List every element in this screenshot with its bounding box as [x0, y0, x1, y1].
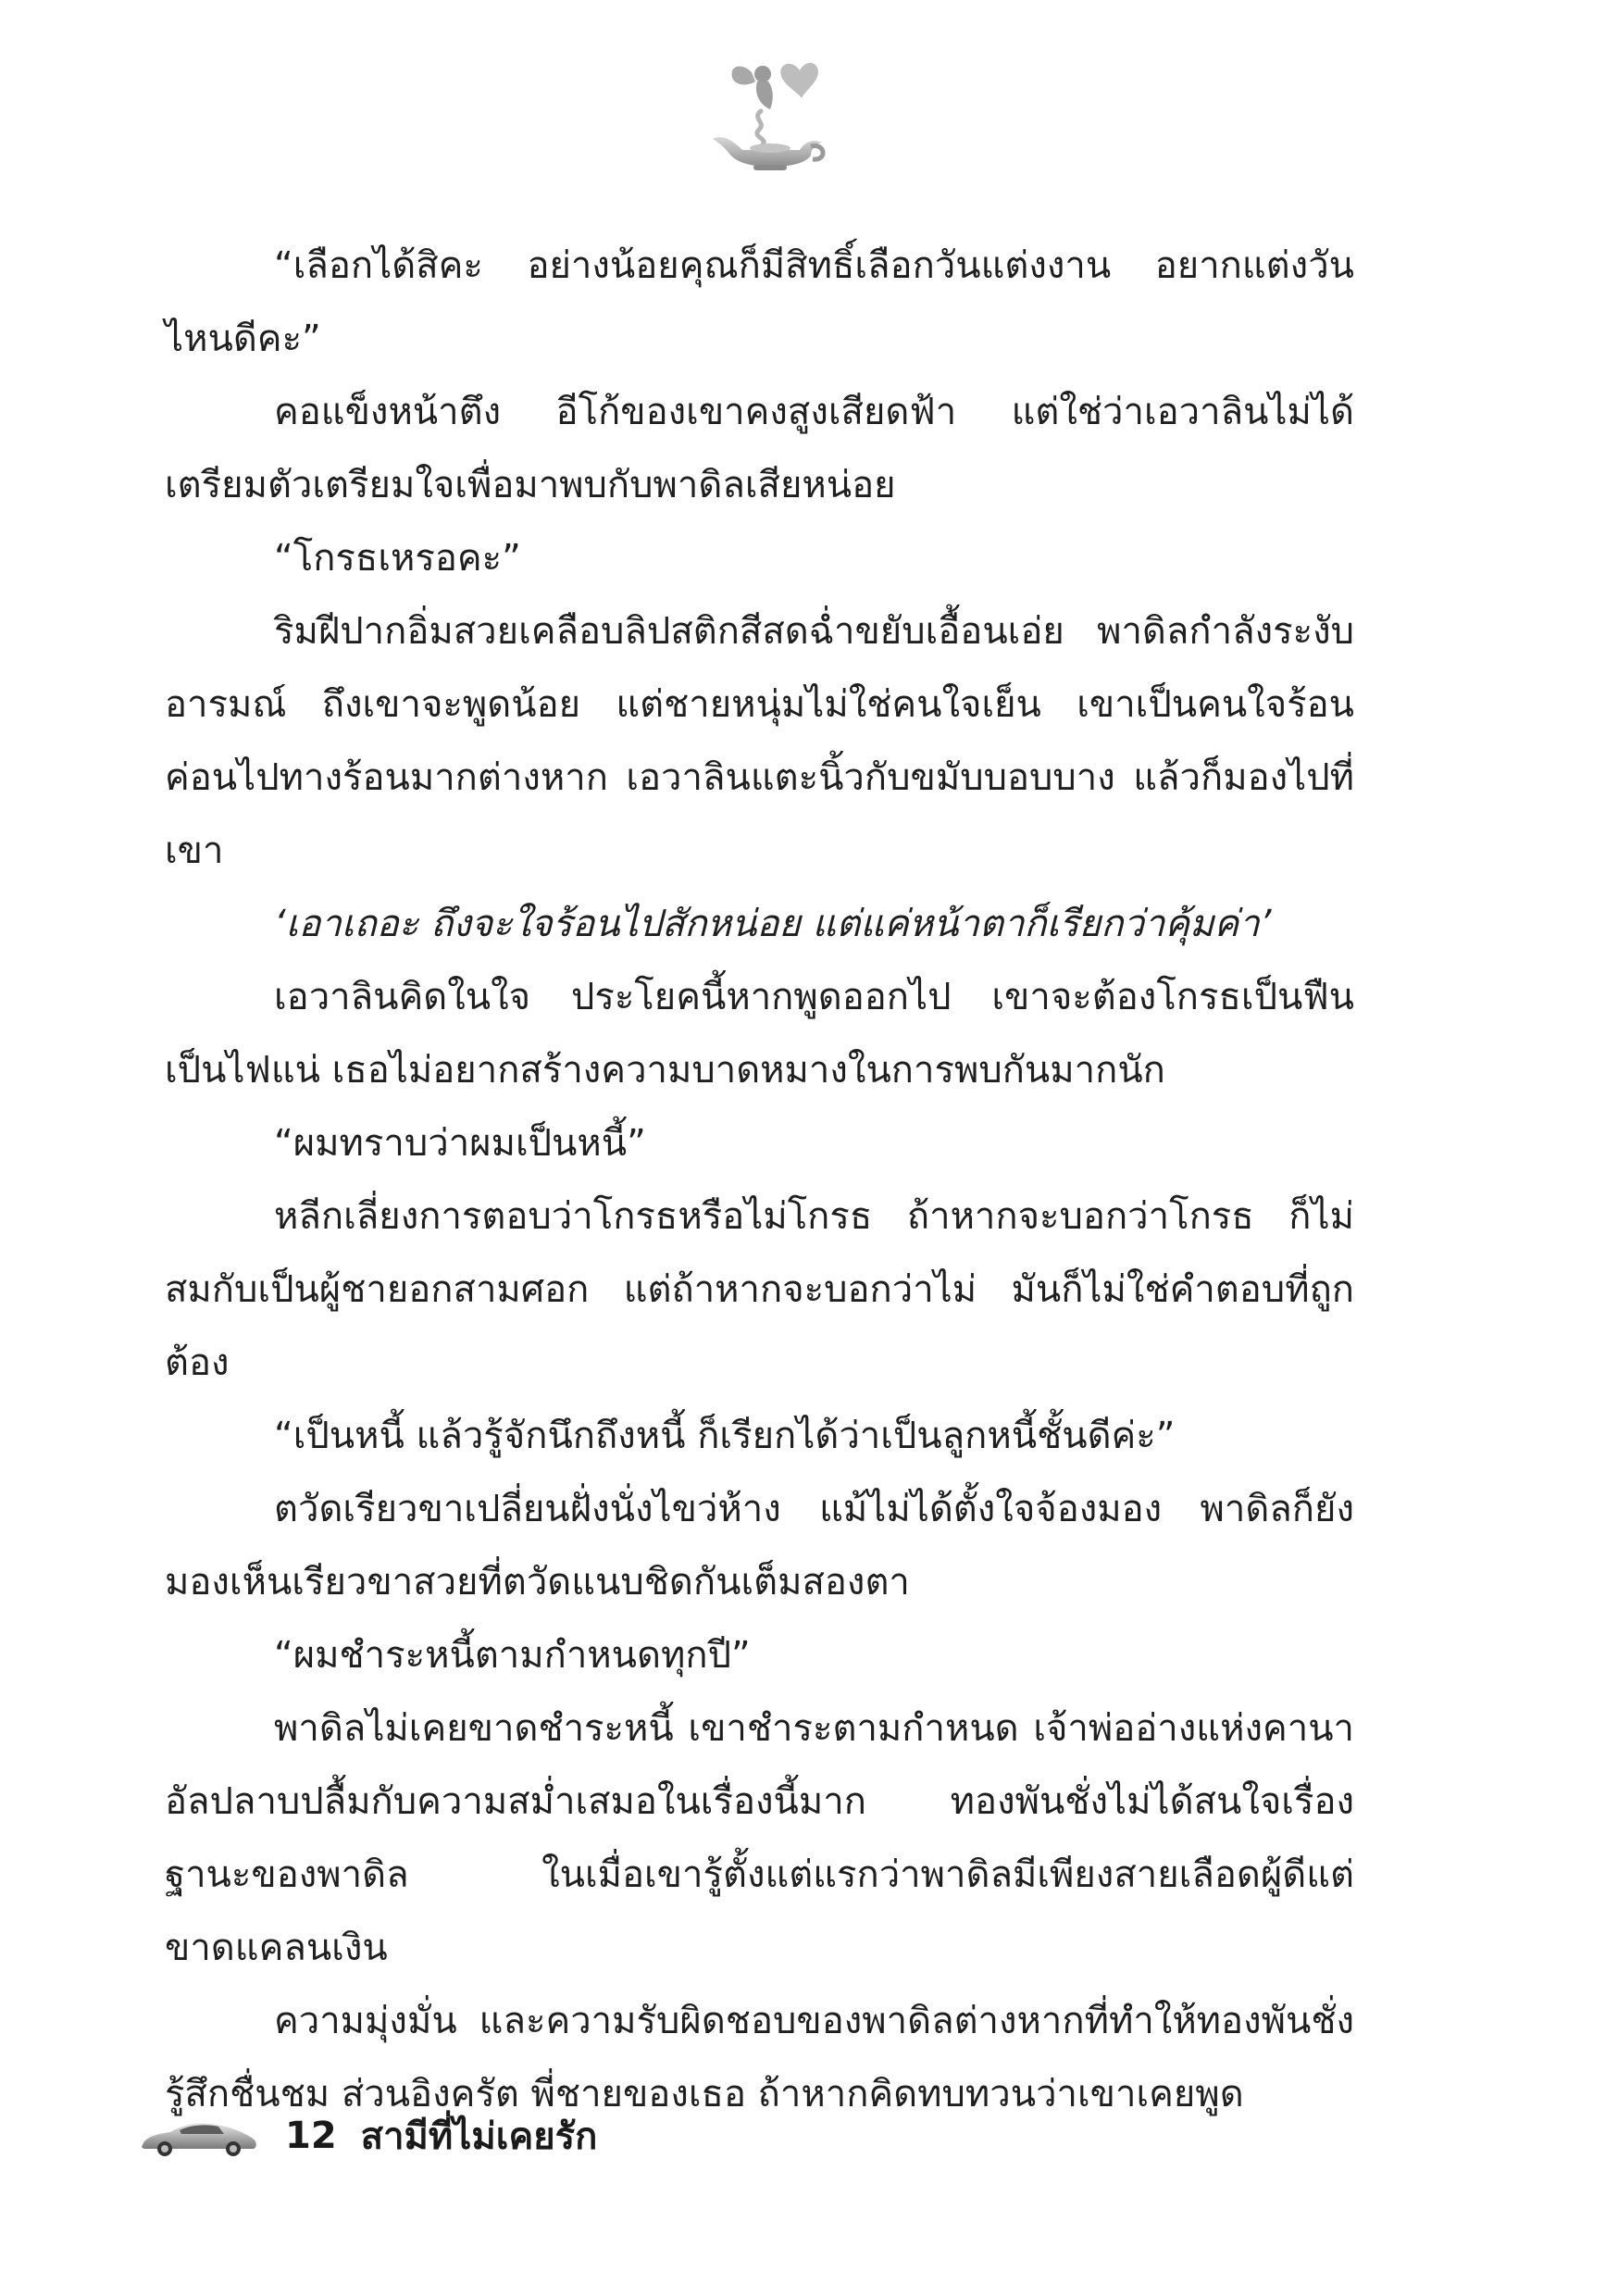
paragraph: เอวาลินคิดในใจ ประโยคนี้หากพูดออกไป เขาจะต้องโกรธเป็นฟืนเป็นไฟแน่ เธอไม่อยากสร้างความบาดหมางในการพบกันมากนัก	[165, 976, 1354, 1092]
paragraph: คอแข็งหน้าตึง อีโก้ของเขาคงสูงเสียดฟ้า แต่ใช่ว่าเอวาลินไม่ได้เตรียมตัวเตรียมใจเพื่อมาพบกับพาดิลเสียหน่อย	[165, 391, 1354, 506]
paragraph: “เป็นหนี้ แล้วรู้จักนึกถึงหนี้ ก็เรียกได้ว่าเป็นลูกหนี้ชั้นดีค่ะ”	[274, 1415, 1176, 1457]
paragraph: พาดิลไม่เคยขาดชำระหนี้ เขาชำระตามกำหนด เจ้าพ่ออ่างแห่งคานาอัลปลาบปลื้มกับความสม่ำเสมอในเรื่องนี้มาก ทองพันชั่งไม่ได้สนใจเรื่องฐานะของพาดิล ในเมื่อเขารู้ตั้งแต่แรกว่าพาดิลมีเพียงสายเลือดผู้ดีแต่ขาดแคลนเงิน	[165, 1707, 1354, 1969]
book-title: สามีที่ไม่เคยรัก	[360, 2115, 598, 2158]
paragraph: ตวัดเรียวขาเปลี่ยนฝั่งนั่งไขว่ห้าง แม้ไม่ได้ตั้งใจจ้องมอง พาดิลก็ยังมองเห็นเรียวขาสวยที่ตวัดแนบชิดกันเต็มสองตา	[165, 1488, 1354, 1603]
paragraph: “ผมทราบว่าผมเป็นหนี้”	[274, 1122, 646, 1165]
car-icon	[139, 2114, 259, 2158]
paragraph: หลีกเลี่ยงการตอบว่าโกรธหรือไม่โกรธ ถ้าหากจะบอกว่าโกรธ ก็ไม่สมกับเป็นผู้ชายอกสามศอก แต่ถ้าหากจะบอกว่าไม่ มันก็ไม่ใช่คำตอบที่ถูกต้อง	[165, 1195, 1354, 1384]
paragraph: ริมฝีปากอิ่มสวยเคลือบลิปสติกสีสดฉ่ำขยับเอื้อนเอ่ย พาดิลกำลังระงับอารมณ์ ถึงเขาจะพูดน้อย แต่ชายหนุ่มไม่ใช่คนใจเย็น เขาเป็นคนใจร้อนค่อนไปทางร้อนมากต่างหาก เอวาลินแตะนิ้วกับขมับบอบบาง แล้วก็มองไปที่เขา	[165, 610, 1354, 872]
paragraph: “โกรธเหรอคะ”	[274, 537, 521, 580]
paragraph: ความมุ่งมั่น และความรับผิดชอบของพาดิลต่างหากที่ทำให้ทองพันชั่งรู้สึกชื่นชม ส่วนอิงครัต พี่ชายของเธอ ถ้าหากคิดทบทวนว่าเขาเคยพูด	[165, 2000, 1354, 2115]
paragraph: “เลือกได้สิคะ อย่างน้อยคุณก็มีสิทธิ์เลือกวันแต่งงาน อยากแต่งวันไหนดีคะ”	[165, 244, 1354, 360]
page-footer	[139, 2103, 597, 2168]
body-text	[165, 230, 1354, 2131]
genie-lamp-icon	[696, 54, 835, 174]
page-number: 12	[285, 2115, 337, 2157]
paragraph: ‘เอาเถอะ ถึงจะใจร้อนไปสักหน่อย แต่แค่หน้าตาก็เรียกว่าคุ้มค่า’	[274, 903, 1272, 945]
paragraph: “ผมชำระหนี้ตามกำหนดทุกปี”	[274, 1634, 751, 1677]
